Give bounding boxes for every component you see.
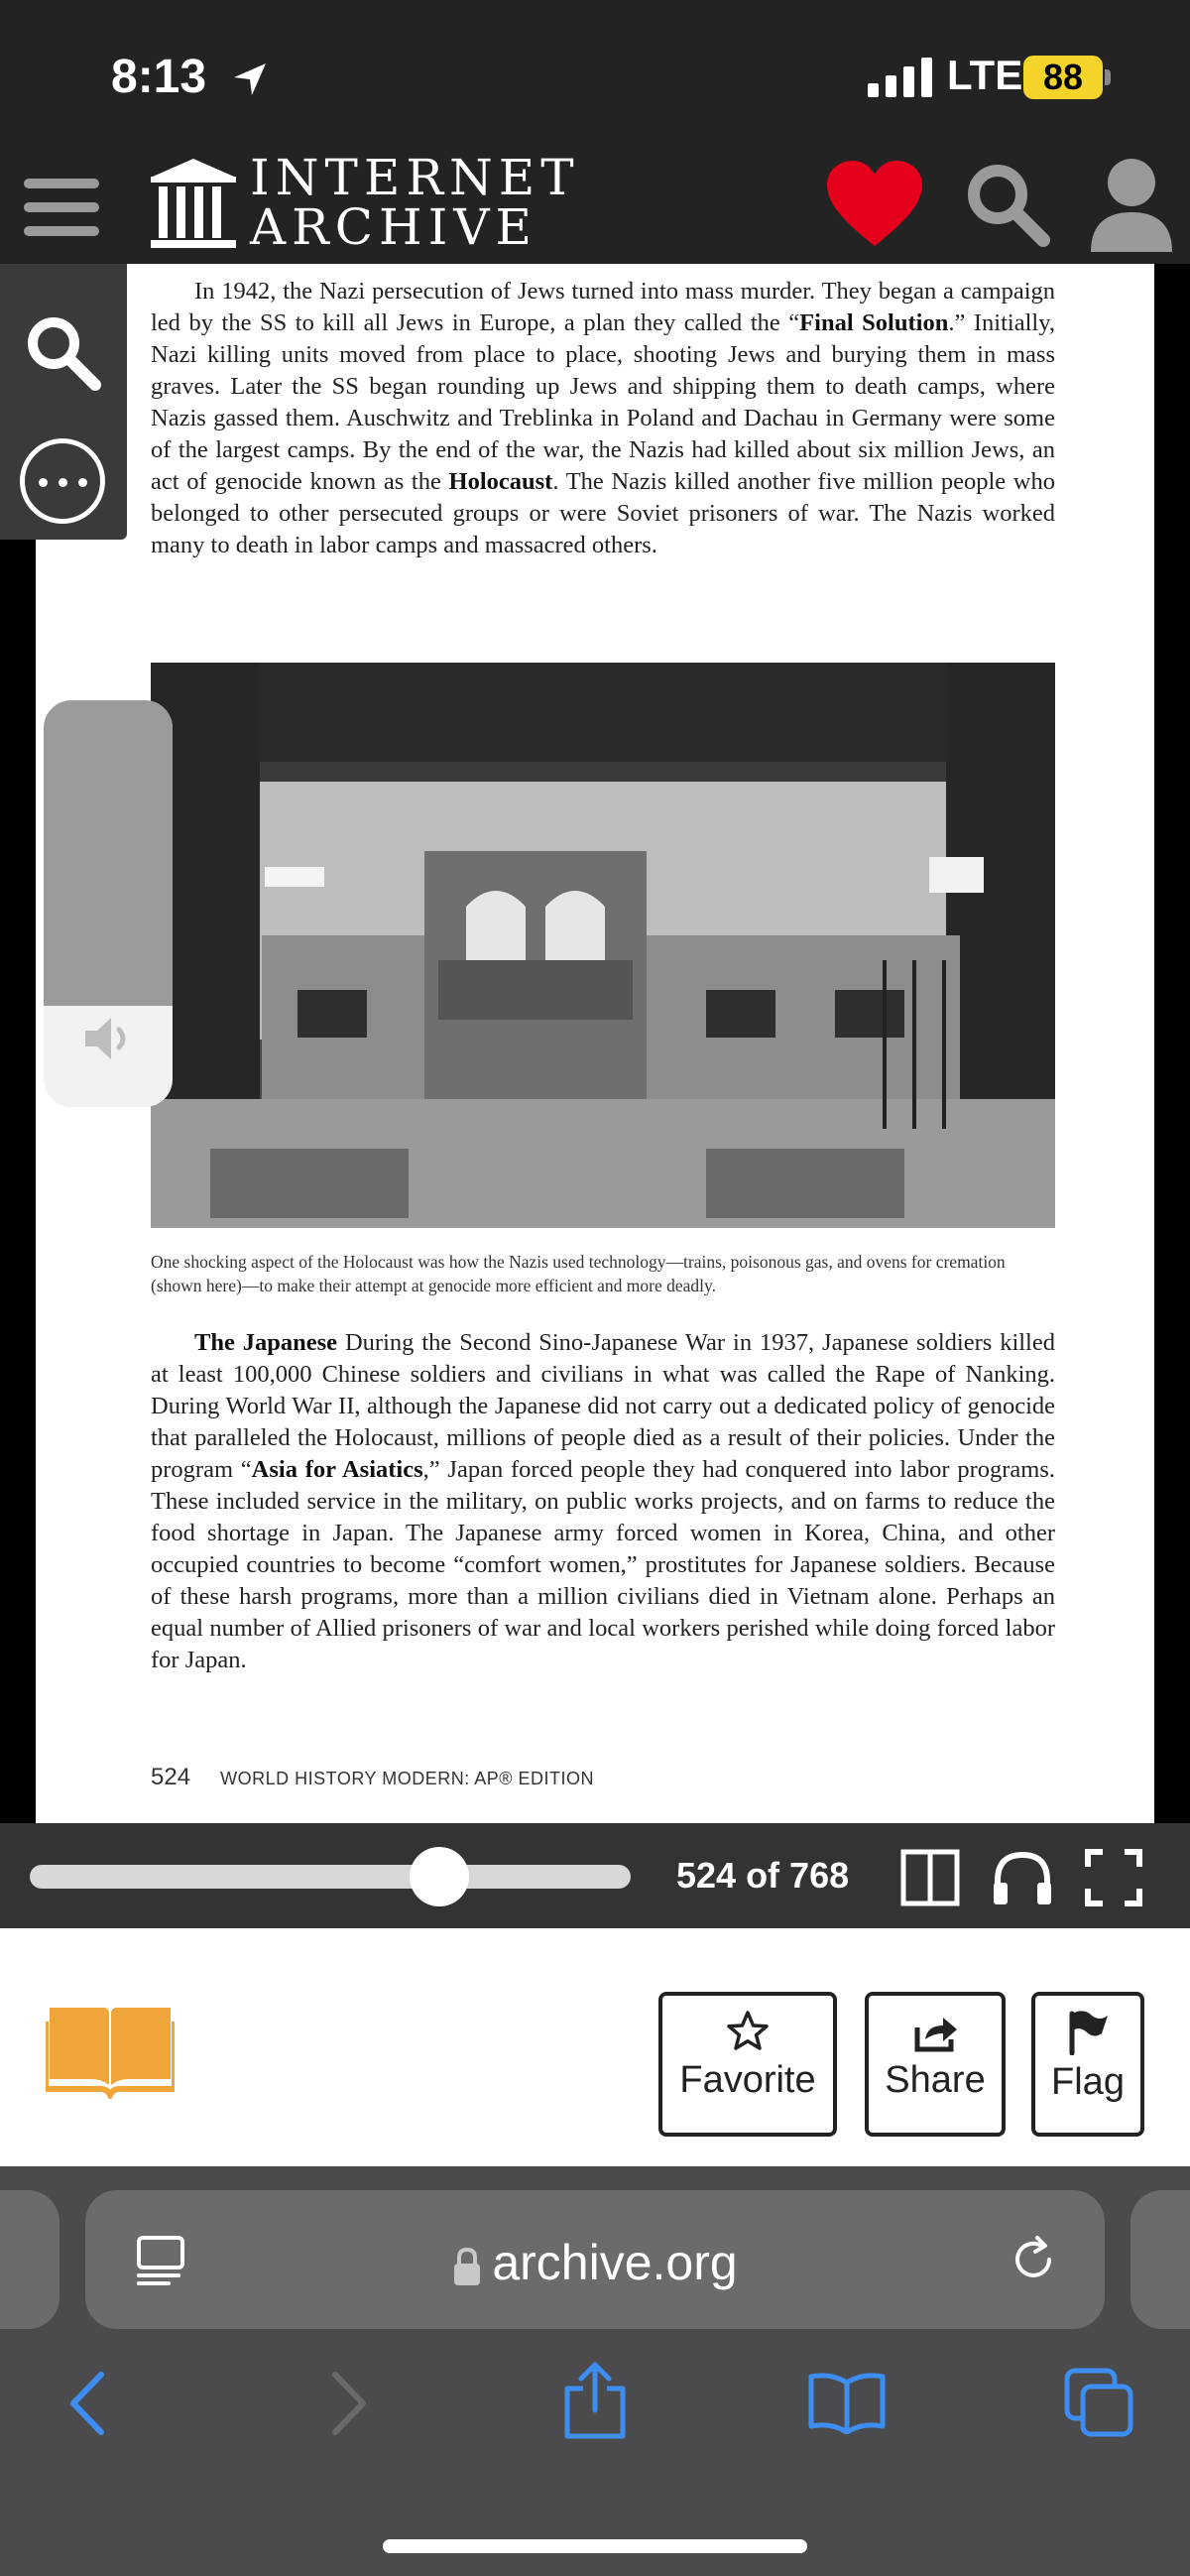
favorite-heart-icon[interactable]: [825, 159, 924, 250]
share-label: Share: [885, 2059, 986, 2101]
more-options-icon[interactable]: [20, 438, 105, 524]
search-inside-icon[interactable]: [24, 313, 103, 393]
page-slider-thumb[interactable]: [410, 1847, 469, 1906]
forward-icon[interactable]: [323, 2369, 373, 2438]
share-button[interactable]: [865, 1992, 1006, 2137]
status-bar: [0, 0, 1190, 149]
status-time: 8:13: [111, 51, 207, 103]
cellular-signal-icon: [868, 58, 933, 97]
page-footer: [151, 1764, 594, 1791]
share-icon: [911, 2010, 959, 2053]
page-footer-title: WORLD HISTORY MODERN: AP® EDITION: [220, 1769, 594, 1788]
volume-hud: [44, 700, 173, 1107]
flag-label: Flag: [1051, 2061, 1125, 2103]
url-display[interactable]: [85, 2234, 1105, 2291]
site-logo-text[interactable]: [250, 149, 580, 256]
volume-level-fill: [44, 700, 173, 1006]
book-icon[interactable]: [46, 2000, 175, 2099]
page-counter: 524 of 768: [676, 1855, 850, 1896]
favorite-button[interactable]: [658, 1992, 837, 2137]
book-paragraph-2: The Japanese During the Second Sino-Japanese War in 1937, Japanese soldiers killed at least 100,000 Chinese soldiers and civilians in what was called the Rape of Nanking. During World War II, although the Japanese did not carry out a dedicated policy of genocide that paralleled the Holocaust, millions of people died as a result of their policies. Under the program “Asia for Asiatics,” Japan forced people they had conquered into labor programs. These included service in the military, on public works projects, and on farms to reduce the food shortage in Japan. The Japanese army forced women in Korea, China, and other occupied countries to become “comfort women,” prostitutes for Japanese soldiers. Because of these harsh programs, more than a million civilians died in Vietnam alone. Perhaps an equal number of Allied prisoners of war and local workers perished while doing forced labor for Japan.: [151, 1329, 1056, 1673]
page-slider-track[interactable]: [30, 1865, 631, 1889]
book-paragraph-1: In 1942, the Nazi persecution of Jews turned into mass murder. They began a campaign led by the SS to kill all Jews in Europe, a plan they called the “Final Solution.” Initially, Nazi killing units moved from place to place, shooting Jews and burying them in mass graves. Later the SS began rounding up Jews and shipping them to death camps, where Nazis gassed them. Auschwitz and Treblinka in Poland and Dachau in Germany were some of the largest camps. By the end of the war, the Nazis had killed about six million Jews, an act of genocide known as the Holocaust. The Nazis killed another five million people who belonged to other persecuted groups or were Soviet prisoners of war. The Nazis worked many to death in labor camps and massacred others.: [151, 278, 1055, 558]
flag-button[interactable]: [1031, 1992, 1144, 2137]
photo-caption: One shocking aspect of the Holocaust was how the Nazis used technology—trains, poisonous gas, and ovens for cremation (shown here)—to make their attempt at genocide more efficient and more deadly.: [151, 1252, 1006, 1295]
menu-icon[interactable]: [24, 179, 99, 236]
fullscreen-icon[interactable]: [1085, 1849, 1142, 1906]
next-tab-preview[interactable]: [1130, 2190, 1190, 2329]
site-header: [0, 149, 1190, 264]
book-reader[interactable]: [0, 264, 1190, 1823]
search-icon[interactable]: [964, 161, 1051, 248]
url-text: archive.org: [492, 2235, 738, 2290]
crematorium-ovens-photo: [151, 663, 1055, 1228]
battery-nub: [1105, 69, 1111, 85]
back-icon[interactable]: [63, 2369, 113, 2438]
book-page[interactable]: [36, 264, 1154, 1823]
favorite-label: Favorite: [679, 2059, 816, 2101]
reload-icon[interactable]: [1008, 2234, 1059, 2285]
user-account-icon[interactable]: [1087, 157, 1176, 252]
address-bar[interactable]: [85, 2190, 1105, 2329]
reader-side-panel: [0, 264, 127, 540]
previous-tab-preview[interactable]: [0, 2190, 60, 2329]
star-icon: [726, 2010, 770, 2053]
location-arrow-icon: [230, 60, 270, 99]
logo-line-1: INTERNET: [250, 149, 580, 206]
home-indicator: [383, 2539, 807, 2553]
battery-indicator: 88: [1023, 56, 1103, 99]
network-type: LTE: [947, 52, 1023, 98]
lock-icon: [452, 2247, 482, 2286]
bookmarks-icon[interactable]: [807, 2371, 887, 2434]
share-sheet-icon[interactable]: [561, 2361, 629, 2440]
reader-control-bar: [0, 1823, 1190, 1928]
speaker-icon: [81, 1014, 137, 1063]
logo-line-2: ARCHIVE: [250, 198, 537, 256]
tabs-icon[interactable]: [1063, 2367, 1134, 2438]
internet-archive-logo-icon[interactable]: [149, 155, 238, 254]
page-number: 524: [151, 1764, 191, 1790]
item-actions: [0, 1928, 1190, 2166]
headphones-icon[interactable]: [990, 1849, 1055, 1906]
flag-icon: [1066, 2010, 1110, 2055]
two-page-view-icon[interactable]: [900, 1849, 960, 1906]
